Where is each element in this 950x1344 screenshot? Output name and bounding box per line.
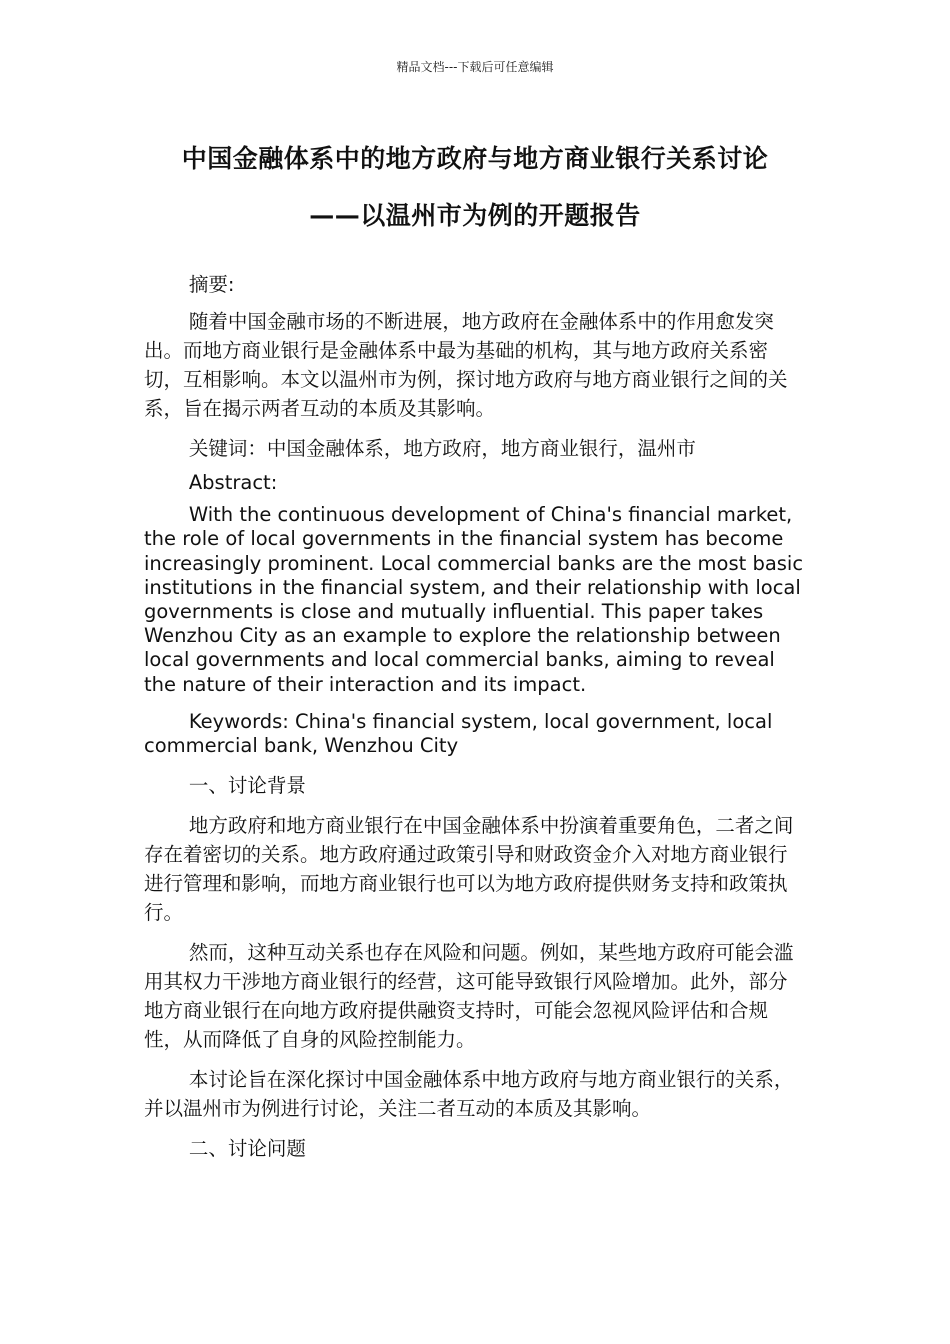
- section-1-heading: 一、讨论背景: [188, 774, 306, 798]
- header-note: 精品文档---下载后可任意编辑: [396, 60, 554, 74]
- abstract-en-text: With the continuous development of China's financial market, the role of local governments in the financial system has become increasingly prominent. Local commercial banks are the most basic institutions in the financial system, and their relationship with local governments is close and mutually influential. This paper takes Wenzhou City as an example to explore the relationship between local governments and local commercial banks, aiming to reveal the nature of their interaction and its impact.: [144, 503, 804, 696]
- abstract-en-label: Abstract:: [188, 471, 278, 494]
- title-line-1: 中国金融体系中的地方政府与地方商业银行关系讨论: [181, 144, 769, 173]
- section-2-heading: 二、讨论问题: [188, 1137, 306, 1161]
- abstract-label: 摘要:: [188, 273, 235, 296]
- abstract-text: 随着中国金融市场的不断进展，地方政府在金融体系中的作用愈发突出。而地方商业银行是金融体系中最为基础的机构，其与地方政府关系密切，互相影响。本文以温州市为例，探讨地方政府与地方商业银行之间的关系，旨在揭示两者互动的本质及其影响。: [144, 310, 788, 420]
- keywords-en: Keywords: China's financial system, local government, local commercial bank, Wenzhou City: [144, 709, 773, 758]
- section-1-paragraph-3: 本讨论旨在深化探讨中国金融体系中地方政府与地方商业银行的关系，并以温州市为例进行讨论，关注二者互动的本质及其影响。: [144, 1068, 794, 1121]
- keywords-cn: 关键词：中国金融体系，地方政府，地方商业银行，温州市: [188, 437, 696, 460]
- document-body: [144, 270, 806, 1174]
- section-1-paragraph-1: 地方政府和地方商业银行在中国金融体系中扮演着重要角色，二者之间存在着密切的关系。地方政府通过政策引导和财政资金介入对地方商业银行进行管理和影响，而地方商业银行也可以为地方政府提供财务支持和政策执行。: [144, 814, 794, 925]
- section-1-paragraph-2: 然而，这种互动关系也存在风险和问题。例如，某些地方政府可能会滥用其权力干涉地方商业银行的经营，这可能导致银行风险增加。此外，部分地方商业银行在向地方政府提供融资支持时，可能会忽视风险评估和合规性，从而降低了自身的风险控制能力。: [144, 941, 794, 1052]
- title-line-2: ——以温州市为例的开题报告: [309, 201, 641, 230]
